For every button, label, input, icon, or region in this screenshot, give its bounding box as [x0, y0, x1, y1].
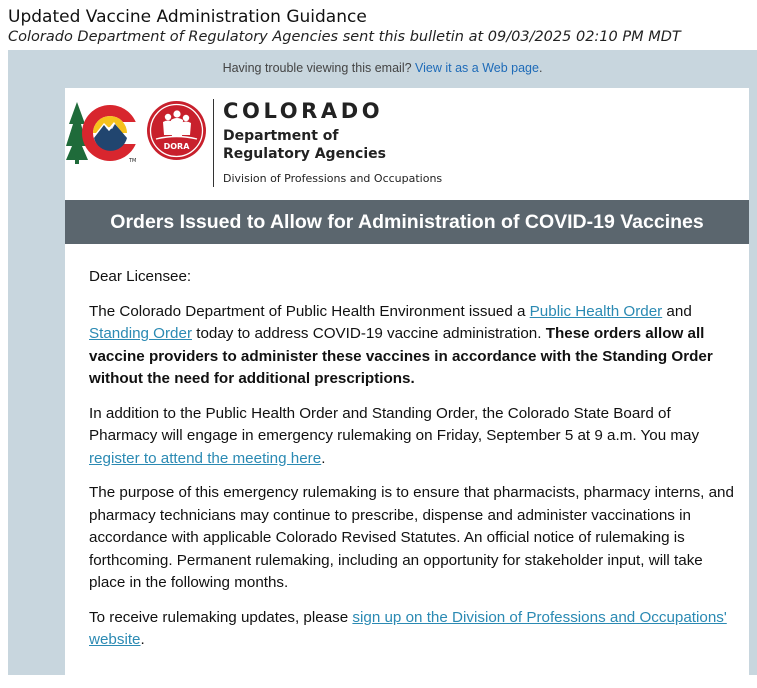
preheader-text: Having trouble viewing this email?: [222, 61, 416, 75]
paragraph-text: today to address COVID-19 vaccine administration.: [192, 325, 546, 342]
paragraph-purpose: The purpose of this emergency rulemaking is to ensure that pharmacists, pharmacy interns, and pharmacy technicians may continue to prescribe, dispense and administer vaccinations in accordance with applicable Colorado Revised Statutes. An official notice of rulemaking is forthcoming. Permanent rulemaking, including an opportunity for stakeholder input, will take place in the following months.: [89, 484, 734, 591]
dora-logo: [146, 100, 207, 161]
paragraph-text: To receive rulemaking updates, please: [89, 608, 353, 626]
division-name: Division of Professions and Occupations: [223, 172, 443, 185]
paragraph-text: .: [140, 631, 145, 648]
preheader: [8, 61, 757, 75]
tm-mark: TM: [129, 158, 137, 164]
greeting: Dear Licensee:: [89, 268, 192, 285]
preheader-suffix: .: [538, 61, 543, 75]
sender-line: Colorado Department of Regulatory Agencies sent this bulletin at 09/03/2025 02:10 PM MDT: [8, 29, 681, 45]
email-card: [65, 88, 749, 688]
logo-divider: [213, 99, 214, 187]
email-body-frame: [8, 50, 757, 675]
standing-order-link[interactable]: Standing Order: [89, 325, 192, 342]
dora-logo-text: DORA: [163, 142, 190, 151]
headline-banner: Orders Issued to Allow for Administration of COVID-19 Vaccines: [65, 200, 749, 244]
paragraph-orders: [89, 301, 734, 391]
email-subject: Updated Vaccine Administration Guidance: [8, 7, 367, 27]
department-name-line-2: Regulatory Agencies: [223, 146, 386, 162]
paragraph-updates: [89, 607, 734, 652]
message-body: [89, 266, 734, 664]
department-name-line-1: Department of: [223, 128, 339, 144]
email-header: [8, 6, 753, 46]
paragraph-text: The Colorado Department of Public Health Environment issued a: [89, 302, 530, 320]
paragraph-rulemaking-meeting: [89, 403, 734, 471]
paragraph-text: .: [321, 449, 326, 467]
paragraph-text: and: [662, 302, 692, 320]
logo-header: [65, 88, 749, 200]
colorado-state-logo: [66, 100, 142, 164]
paragraph-text: In addition to the Public Health Order and Standing Order, the Colorado State Board of Pharmacy will engage in emergency rulemaking on Friday, September 5 at 9 a.m. You may: [89, 404, 700, 444]
view-web-page-link[interactable]: View it as a Web page: [415, 61, 539, 75]
public-health-order-link[interactable]: Public Health Order: [529, 302, 663, 320]
orders-emphasis: These orders allow all vaccine providers to administer these vaccines in accordance with the Standing Order without the need for additional prescriptions.: [89, 325, 713, 387]
state-wordmark: COLORADO: [223, 99, 384, 123]
register-meeting-link[interactable]: register to attend the meeting here: [89, 449, 322, 467]
signup-website-link[interactable]: sign up on the Division of Professions and Occupations' website: [89, 608, 727, 648]
